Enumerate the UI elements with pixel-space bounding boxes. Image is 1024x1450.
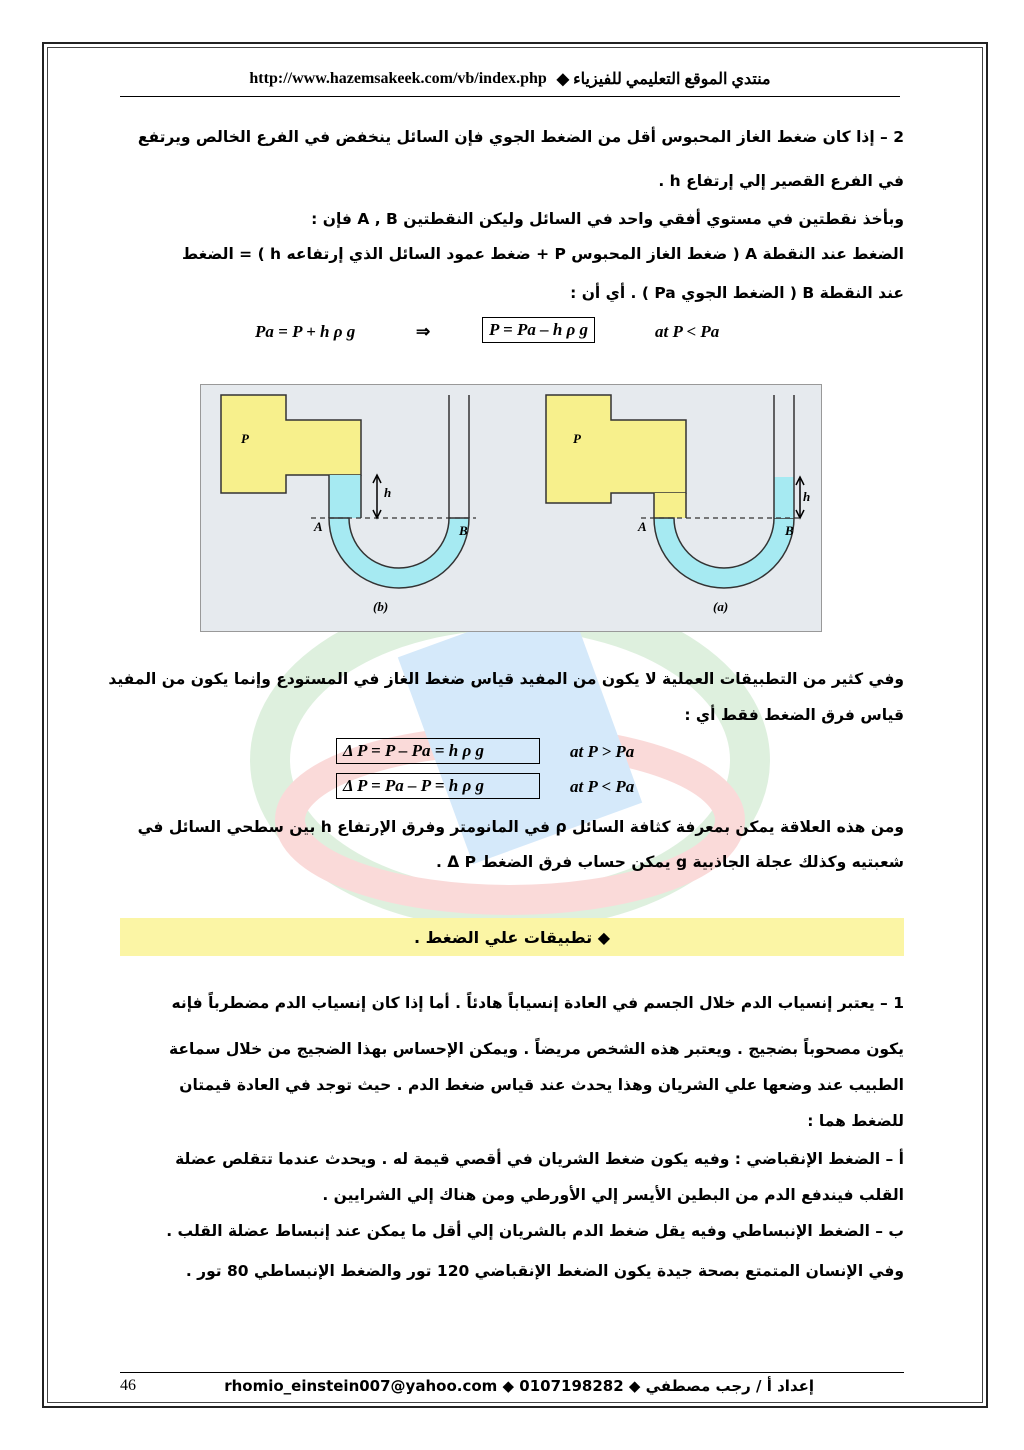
manometer-diagram bbox=[201, 385, 821, 631]
section-banner bbox=[120, 918, 904, 956]
para-line: وفي الإنسان المتمتع بصحة جيدة يكون الضغط الإنقباضي 120 تور والضغط الإنبساطي 80 تور . bbox=[185, 1262, 904, 1280]
page-header bbox=[120, 62, 900, 97]
delta-equation-2: Δ P = Pa – P = h ρ g bbox=[336, 773, 540, 799]
manometer-figure bbox=[200, 384, 822, 632]
caption-b: (b) bbox=[373, 599, 389, 614]
para-line: 2 – إذا كان ضغط الغاز المحبوس أقل من الضغط الجوي فإن السائل ينخفض في الفرع الخالص ويرتفع bbox=[137, 128, 904, 146]
para-line: ب – الضغط الإنبساطي وفيه يقل ضغط الدم بالشريان إلي أقل ما يمكن عند إنبساط عضلة القلب . bbox=[166, 1222, 904, 1240]
equation-left: Pa = P + h ρ g bbox=[255, 322, 356, 341]
delta-equation-1: Δ P = P – Pa = h ρ g bbox=[336, 738, 540, 764]
delta-condition-1: at P > Pa bbox=[570, 742, 635, 761]
para-line: الطبيب عند وضعها علي الشريان وهذا يحدث عند قياس ضغط الدم . حيث توجد في العادة قيمتان bbox=[179, 1076, 904, 1094]
para-line: ومن هذه العلاقة يمكن بمعرفة كثافة السائل ρ في المانومتر وفرق الإرتفاع h بين سطحي السائل في bbox=[137, 818, 904, 836]
para-line: وفي كثير من التطبيقات العملية لا يكون من المفيد قياس ضغط الغاز في المستودع وإنما يكون من المفيد bbox=[108, 670, 904, 688]
gas-label-b: P bbox=[241, 431, 249, 446]
para-line: الضغط عند النقطة A ( ضغط الغاز المحبوس P + ضغط عمود السائل الذي إرتفاعه h ) = الضغط bbox=[182, 245, 904, 263]
para-line: القلب فيندفع الدم من البطين الأيسر إلي الأورطي ومن هناك إلي الشرايين . bbox=[322, 1186, 904, 1204]
para-line: شعبتيه وكذلك عجلة الجاذبية g يمكن حساب فرق الضغط Δ P . bbox=[435, 853, 904, 871]
caption-a: (a) bbox=[713, 599, 729, 614]
page-number: 46 bbox=[120, 1377, 136, 1394]
point-b-label-a: B bbox=[785, 523, 794, 538]
height-label-b: h bbox=[384, 485, 392, 500]
equation-boxed: P = Pa – h ρ g bbox=[482, 317, 595, 343]
height-label-a: h bbox=[803, 489, 811, 504]
para-line: عند النقطة B ( الضغط الجوي Pa ) . أي أن : bbox=[570, 284, 904, 302]
banner-title: ◆ تطبيقات علي الضغط . bbox=[414, 927, 610, 947]
equation-condition: at P < Pa bbox=[655, 322, 720, 341]
site-url[interactable]: http://www.hazemsakeek.com/vb/index.php bbox=[249, 70, 547, 87]
para-line: للضغط هما : bbox=[807, 1112, 904, 1130]
delta-condition-2: at P < Pa bbox=[570, 777, 635, 796]
para-line: أ – الضغط الإنقباضي : وفيه يكون ضغط الشريان في أقصي قيمة له . ويحدث عندما تتقلص عضلة bbox=[175, 1150, 904, 1168]
implies-arrow: ⇒ bbox=[416, 322, 431, 341]
para-line: في الفرع القصير إلي إرتفاع h . bbox=[658, 172, 904, 190]
author-credit: إعداد أ / رجب مصطفي ◆ 0107198282 ◆ rhomio_einstein007@yahoo.com bbox=[224, 1377, 814, 1395]
para-line: يكون مصحوباً بضجيج . ويعتبر هذه الشخص مريضاً . ويمكن الإحساس بهذا الضجيج من خلال سماعة bbox=[169, 1040, 904, 1058]
point-a-label-a: A bbox=[638, 519, 647, 534]
gas-label-a: P bbox=[573, 431, 581, 446]
para-line: وبأخذ نقطتين في مستوي أفقي واحد في السائل وليكن النقطتين A , B فإن : bbox=[311, 210, 904, 228]
point-b-label-b: B bbox=[459, 523, 468, 538]
page-footer bbox=[120, 1372, 904, 1403]
point-a-label-b: A bbox=[314, 519, 323, 534]
para-line: 1 – يعتبر إنسياب الدم خلال الجسم في العادة إنسياباً هادئاً . أما إذا كان إنسياب الدم مضطرباً فإنه bbox=[171, 994, 904, 1012]
para-line: قياس فرق الضغط فقط أي : bbox=[684, 706, 904, 724]
site-name: منتدي الموقع التعليمي للفيزياء ◆ bbox=[556, 71, 771, 88]
